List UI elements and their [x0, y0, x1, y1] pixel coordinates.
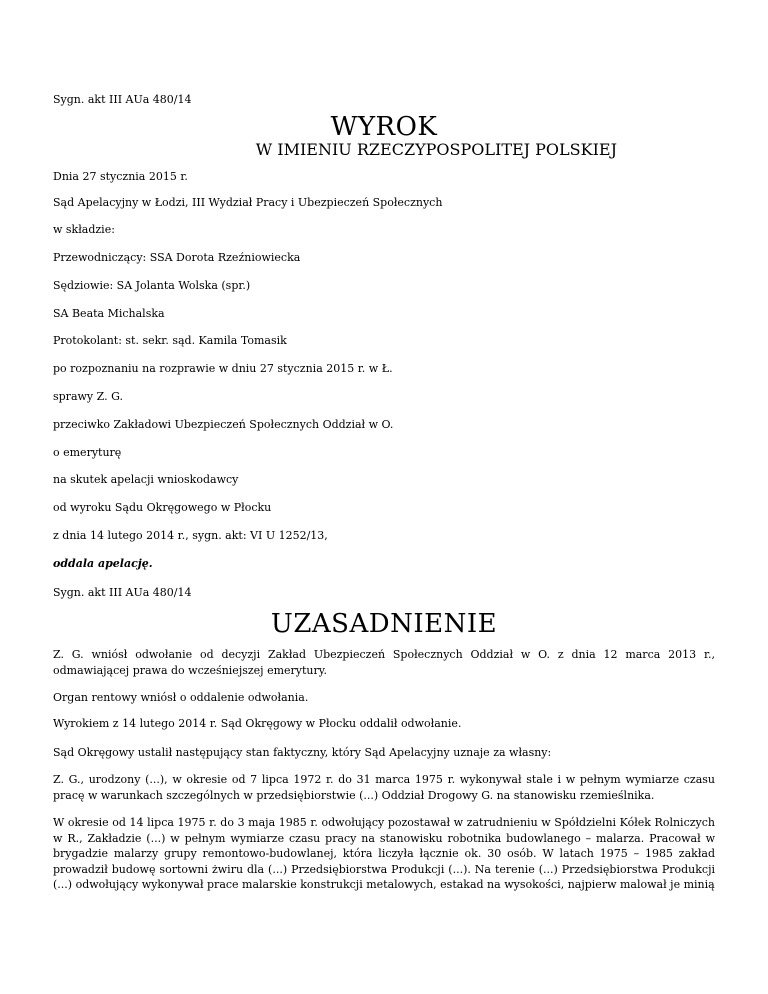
case-signature-top: Sygn. akt III AUa 480/14 [53, 93, 192, 106]
verdict-date: Dnia 27 stycznia 2015 r. [53, 170, 188, 183]
appealed-judgment: od wyroku Sądu Okręgowego w Płocku [53, 501, 272, 514]
case-signature-justification: Sygn. akt III AUa 480/14 [53, 586, 192, 599]
justification-paragraph-1: Z. G. wniósł odwołanie od decyzji Zakład Ubezpieczeń Społecznych Oddział w O. z dnia 12 marca 2013 r., odmawiającej prawa do wcześniejszej emerytury. [53, 648, 715, 677]
justification-paragraph-4: Sąd Okręgowy ustalił następujący stan faktyczny, który Sąd Apelacyjny uznaje za własny: [53, 746, 552, 759]
opposing-party: przeciwko Zakładowi Ubezpieczeń Społecznych Oddział w O. [53, 418, 394, 431]
composition-intro: w składzie: [53, 223, 115, 236]
presiding-judge: Przewodniczący: SSA Dorota Rzeźniowiecka [53, 251, 301, 264]
justification-paragraph-6: W okresie od 14 lipca 1975 r. do 3 maja 1985 r. odwołujący pozostawał w zatrudnieniu w Spółdzielni Kółek Rolniczych w R., Zakładzie (...) w pełnym wymiarze czasu pracy na stanowisku robotnika budowlanego – malarza. Pracował w brygadzie malarzy grupy remontowo-budowlanej, która liczyła łącznie ok. 30 osób. W latach 1975 – 1985 zakład prowadził budowę sortowni żwiru dla (...) Przedsiębiorstwa Produkcji (...). Na terenie (...) Przedsiębiorstwa Produkcji (...) odwołujący wykonywał prace malarskie konstrukcji metalowych, estakad na wysokości, najpierw malował je minią [53, 816, 715, 891]
appeal-info: na skutek apelacji wnioskodawcy [53, 473, 239, 486]
court-name: Sąd Apelacyjny w Łodzi, III Wydział Pracy i Ubezpieczeń Społecznych [53, 196, 443, 209]
verdict-title: WYROK [330, 112, 438, 142]
verdict-subtitle: W IMIENIU RZECZYPOSPOLITEJ POLSKIEJ [255, 140, 617, 159]
justification-title: UZASADNIENIE [270, 609, 498, 639]
judges: Sędziowie: SA Jolanta Wolska (spr.) [53, 279, 251, 292]
decision: oddala apelację. [53, 557, 153, 570]
hearing-info: po rozpoznaniu na rozprawie w dniu 27 stycznia 2015 r. w Ł. [53, 362, 393, 375]
justification-paragraph-5: Z. G., urodzony (...), w okresie od 7 lipca 1972 r. do 31 marca 1975 r. wykonywał stale i w pełnym wymiarze czasu pracę w warunkach szczególnych w przedsiębiorstwie (...) Oddział Drogowy G. na stanowisku rzemieślnika. [53, 773, 715, 802]
justification-paragraph-3: Wyrokiem z 14 lutego 2014 r. Sąd Okręgowy w Płocku oddalił odwołanie. [53, 717, 462, 730]
judge-second: SA Beata Michalska [53, 307, 165, 320]
court-clerk: Protokolant: st. sekr. sąd. Kamila Tomasik [53, 334, 287, 347]
case-subject: o emeryturę [53, 446, 122, 459]
judgment-date: z dnia 14 lutego 2014 r., sygn. akt: VI U 1252/13, [53, 529, 328, 542]
justification-paragraph-2: Organ rentowy wniósł o oddalenie odwołania. [53, 691, 309, 704]
case-party: sprawy Z. G. [53, 390, 123, 403]
